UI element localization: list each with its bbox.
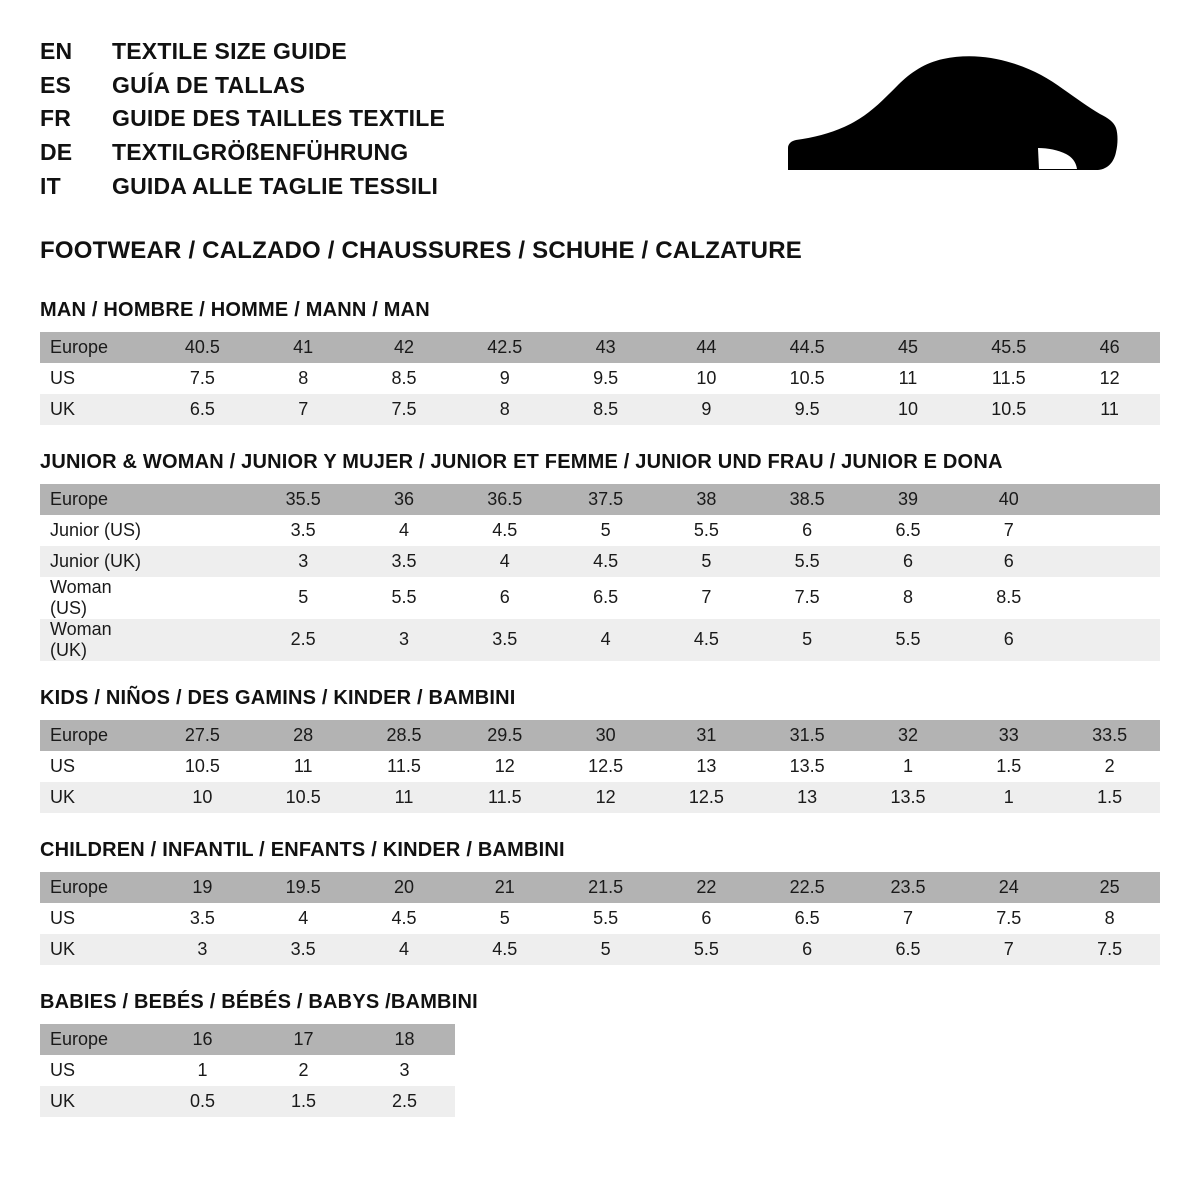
size-table (40, 332, 1160, 425)
table-cell: 8.5 (555, 394, 656, 425)
language-title: TEXTILGRÖßENFÜHRUNG (112, 139, 409, 166)
table-cell: 2 (1059, 751, 1160, 782)
table-cell (152, 577, 253, 619)
table-row (40, 903, 1160, 934)
table-cell: 4 (354, 934, 455, 965)
language-title: TEXTILE SIZE GUIDE (112, 38, 347, 64)
table-cell: 5.5 (555, 903, 656, 934)
table-cell: 40.5 (152, 332, 253, 363)
table-cell: 5 (656, 546, 757, 577)
table-cell: 2.5 (253, 619, 354, 661)
table-cell: 40 (958, 484, 1059, 515)
table-cell: 19 (152, 872, 253, 903)
section-title: BABIES / BEBÉS / BÉBÉS / BABYS /BAMBINI (40, 990, 478, 1013)
table-cell: 3.5 (253, 934, 354, 965)
table-cell: 38.5 (757, 484, 858, 515)
table-cell: 11 (1059, 394, 1160, 425)
table-row (40, 363, 1160, 394)
table-cell: 21.5 (555, 872, 656, 903)
table-cell: 8 (858, 577, 959, 619)
table-cell: 10.5 (757, 363, 858, 394)
table-cell: 1 (152, 1055, 253, 1086)
table-cell: 8 (253, 363, 354, 394)
table-cell: 6 (757, 515, 858, 546)
table-cell: 12 (1059, 363, 1160, 394)
table-cell: 8 (1059, 903, 1160, 934)
dress-shoe-icon (770, 52, 1130, 202)
table-cell: 7 (958, 515, 1059, 546)
table-cell: 3 (152, 934, 253, 965)
table-cell (1059, 619, 1160, 661)
table-cell: 43 (555, 332, 656, 363)
table-cell: 5 (253, 577, 354, 619)
table-cell: 12.5 (656, 782, 757, 813)
table-cell: 5.5 (656, 515, 757, 546)
table-row (40, 782, 1160, 813)
table-cell: 22.5 (757, 872, 858, 903)
table-cell (152, 619, 253, 661)
table-cell: 4 (354, 515, 455, 546)
table-cell: 1.5 (253, 1086, 354, 1117)
table-cell: 27.5 (152, 720, 253, 751)
table-cell: 30 (555, 720, 656, 751)
table-cell: 13.5 (757, 751, 858, 782)
language-title: GUIDA ALLE TAGLIE TESSILI (112, 172, 439, 199)
table-header-row (40, 720, 1160, 751)
table-cell: 8.5 (354, 363, 455, 394)
row-label: UK (40, 394, 152, 425)
table-header-row (40, 484, 1160, 515)
table-cell: 6 (958, 619, 1059, 661)
table-cell: 5.5 (858, 619, 959, 661)
table-cell: 13 (757, 782, 858, 813)
language-row (40, 171, 445, 203)
table-cell: 7 (958, 934, 1059, 965)
table-cell: 24 (958, 872, 1059, 903)
size-section (40, 991, 1160, 1117)
table-row (40, 577, 1160, 619)
table-cell: 11 (858, 363, 959, 394)
size-table (40, 484, 1160, 661)
table-cell: 4.5 (454, 934, 555, 965)
table-cell: 46 (1059, 332, 1160, 363)
table-cell: 45.5 (958, 332, 1059, 363)
row-label: Europe (40, 332, 152, 363)
section-title: CHILDREN / INFANTIL / ENFANTS / KINDER / BAMBINI (40, 838, 565, 861)
table-cell: 13 (656, 751, 757, 782)
table-cell: 6 (757, 934, 858, 965)
table-cell: 9 (656, 394, 757, 425)
size-section (40, 451, 1160, 661)
table-cell: 25 (1059, 872, 1160, 903)
table-cell: 10 (858, 394, 959, 425)
table-cell (1059, 577, 1160, 619)
table-cell: 23.5 (858, 872, 959, 903)
table-cell: 38 (656, 484, 757, 515)
table-cell: 33 (958, 720, 1059, 751)
table-cell: 5.5 (656, 934, 757, 965)
row-label: Woman (US) (40, 577, 152, 619)
table-cell: 6.5 (858, 515, 959, 546)
page-header (40, 32, 1160, 203)
row-label: US (40, 363, 152, 394)
table-row (40, 751, 1160, 782)
row-label: Junior (US) (40, 515, 152, 546)
row-label: Europe (40, 1024, 152, 1055)
language-row (40, 137, 445, 169)
table-cell: 11.5 (958, 363, 1059, 394)
table-cell: 13.5 (858, 782, 959, 813)
table-cell: 3.5 (454, 619, 555, 661)
table-header-row (40, 332, 1160, 363)
table-cell (152, 546, 253, 577)
table-cell: 44 (656, 332, 757, 363)
size-section (40, 687, 1160, 813)
table-cell: 9.5 (757, 394, 858, 425)
table-cell: 1 (858, 751, 959, 782)
table-cell: 37.5 (555, 484, 656, 515)
table-cell: 6.5 (757, 903, 858, 934)
table-cell: 7.5 (1059, 934, 1160, 965)
table-cell: 4.5 (656, 619, 757, 661)
table-cell: 3 (253, 546, 354, 577)
table-cell: 7 (656, 577, 757, 619)
language-row (40, 70, 445, 102)
row-label: US (40, 903, 152, 934)
table-cell: 5 (555, 934, 656, 965)
table-row (40, 619, 1160, 661)
table-cell: 1 (958, 782, 1059, 813)
table-cell: 5 (757, 619, 858, 661)
table-row (40, 1086, 455, 1117)
table-cell: 3 (354, 1055, 455, 1086)
table-cell: 8.5 (958, 577, 1059, 619)
table-cell: 4 (555, 619, 656, 661)
table-cell: 44.5 (757, 332, 858, 363)
row-label: Europe (40, 720, 152, 751)
table-cell: 9 (454, 363, 555, 394)
table-cell: 39 (858, 484, 959, 515)
language-row (40, 103, 445, 135)
table-cell: 11 (253, 751, 354, 782)
row-label: US (40, 751, 152, 782)
table-cell: 45 (858, 332, 959, 363)
size-table (40, 872, 1160, 965)
size-table (40, 720, 1160, 813)
table-cell: 6.5 (152, 394, 253, 425)
row-label: Woman (UK) (40, 619, 152, 661)
language-title-list (40, 32, 445, 203)
row-label: UK (40, 934, 152, 965)
table-header-row (40, 1024, 455, 1055)
table-cell: 9.5 (555, 363, 656, 394)
table-cell: 22 (656, 872, 757, 903)
table-cell: 28 (253, 720, 354, 751)
table-cell: 6 (656, 903, 757, 934)
table-cell: 41 (253, 332, 354, 363)
table-cell: 31.5 (757, 720, 858, 751)
section-title: KIDS / NIÑOS / DES GAMINS / KINDER / BAMBINI (40, 686, 516, 709)
table-cell: 6 (454, 577, 555, 619)
table-cell: 10.5 (958, 394, 1059, 425)
table-cell: 32 (858, 720, 959, 751)
table-cell: 11.5 (354, 751, 455, 782)
table-cell: 1.5 (958, 751, 1059, 782)
table-cell: 7 (858, 903, 959, 934)
language-row (40, 36, 445, 68)
section-title: MAN / HOMBRE / HOMME / MANN / MAN (40, 298, 430, 321)
table-cell: 3.5 (152, 903, 253, 934)
table-cell: 4.5 (555, 546, 656, 577)
table-cell (1059, 515, 1160, 546)
table-cell: 2 (253, 1055, 354, 1086)
table-cell: 4.5 (354, 903, 455, 934)
table-cell: 36 (354, 484, 455, 515)
language-title: GUÍA DE TALLAS (112, 71, 306, 98)
size-section (40, 839, 1160, 965)
table-cell: 7 (253, 394, 354, 425)
table-cell: 7.5 (757, 577, 858, 619)
table-cell: 31 (656, 720, 757, 751)
table-cell: 6 (958, 546, 1059, 577)
table-cell: 7.5 (354, 394, 455, 425)
table-cell: 6 (858, 546, 959, 577)
table-cell: 12 (555, 782, 656, 813)
table-cell: 6.5 (858, 934, 959, 965)
table-cell: 35.5 (253, 484, 354, 515)
table-cell: 12 (454, 751, 555, 782)
table-cell: 10 (152, 782, 253, 813)
table-row (40, 515, 1160, 546)
table-header-row (40, 872, 1160, 903)
category-title: FOOTWEAR / CALZADO / CHAUSSURES / SCHUHE / CALZATURE (40, 236, 802, 264)
table-cell: 5 (454, 903, 555, 934)
table-cell: 4 (454, 546, 555, 577)
row-label: Europe (40, 484, 152, 515)
table-cell: 7.5 (152, 363, 253, 394)
table-cell (1059, 484, 1160, 515)
table-cell: 42.5 (454, 332, 555, 363)
table-cell: 5 (555, 515, 656, 546)
table-cell: 19.5 (253, 872, 354, 903)
table-cell: 18 (354, 1024, 455, 1055)
table-cell: 16 (152, 1024, 253, 1055)
table-row (40, 934, 1160, 965)
table-cell: 11.5 (454, 782, 555, 813)
table-cell: 4.5 (454, 515, 555, 546)
language-code: ES (40, 71, 72, 98)
table-cell: 10 (656, 363, 757, 394)
table-cell: 2.5 (354, 1086, 455, 1117)
table-row (40, 546, 1160, 577)
size-section (40, 299, 1160, 425)
table-cell: 10.5 (152, 751, 253, 782)
size-table (40, 1024, 455, 1117)
table-cell: 4 (253, 903, 354, 934)
table-row (40, 1055, 455, 1086)
table-cell: 20 (354, 872, 455, 903)
language-code: EN (40, 38, 73, 64)
table-cell (152, 515, 253, 546)
table-cell: 29.5 (454, 720, 555, 751)
table-cell: 1.5 (1059, 782, 1160, 813)
table-cell: 7.5 (958, 903, 1059, 934)
language-code: IT (40, 172, 61, 199)
row-label: Junior (UK) (40, 546, 152, 577)
table-cell: 33.5 (1059, 720, 1160, 751)
section-title: JUNIOR & WOMAN / JUNIOR Y MUJER / JUNIOR ET FEMME / JUNIOR UND FRAU / JUNIOR E DONA (40, 450, 1003, 473)
row-label: Europe (40, 872, 152, 903)
table-cell: 3.5 (253, 515, 354, 546)
table-cell: 6.5 (555, 577, 656, 619)
table-row (40, 394, 1160, 425)
language-code: FR (40, 105, 72, 132)
table-cell (152, 484, 253, 515)
table-cell: 8 (454, 394, 555, 425)
table-cell: 17 (253, 1024, 354, 1055)
language-title: GUIDE DES TAILLES TEXTILE (112, 105, 445, 132)
table-cell: 42 (354, 332, 455, 363)
table-cell: 5.5 (354, 577, 455, 619)
row-label: UK (40, 1086, 152, 1117)
row-label: US (40, 1055, 152, 1086)
language-code: DE (40, 139, 73, 166)
table-cell (1059, 546, 1160, 577)
table-cell: 36.5 (454, 484, 555, 515)
table-cell: 5.5 (757, 546, 858, 577)
size-tables-container (40, 299, 1160, 1117)
table-cell: 3 (354, 619, 455, 661)
table-cell: 28.5 (354, 720, 455, 751)
row-label: UK (40, 782, 152, 813)
table-cell: 0.5 (152, 1086, 253, 1117)
table-cell: 10.5 (253, 782, 354, 813)
table-cell: 21 (454, 872, 555, 903)
table-cell: 11 (354, 782, 455, 813)
table-cell: 3.5 (354, 546, 455, 577)
table-cell: 12.5 (555, 751, 656, 782)
